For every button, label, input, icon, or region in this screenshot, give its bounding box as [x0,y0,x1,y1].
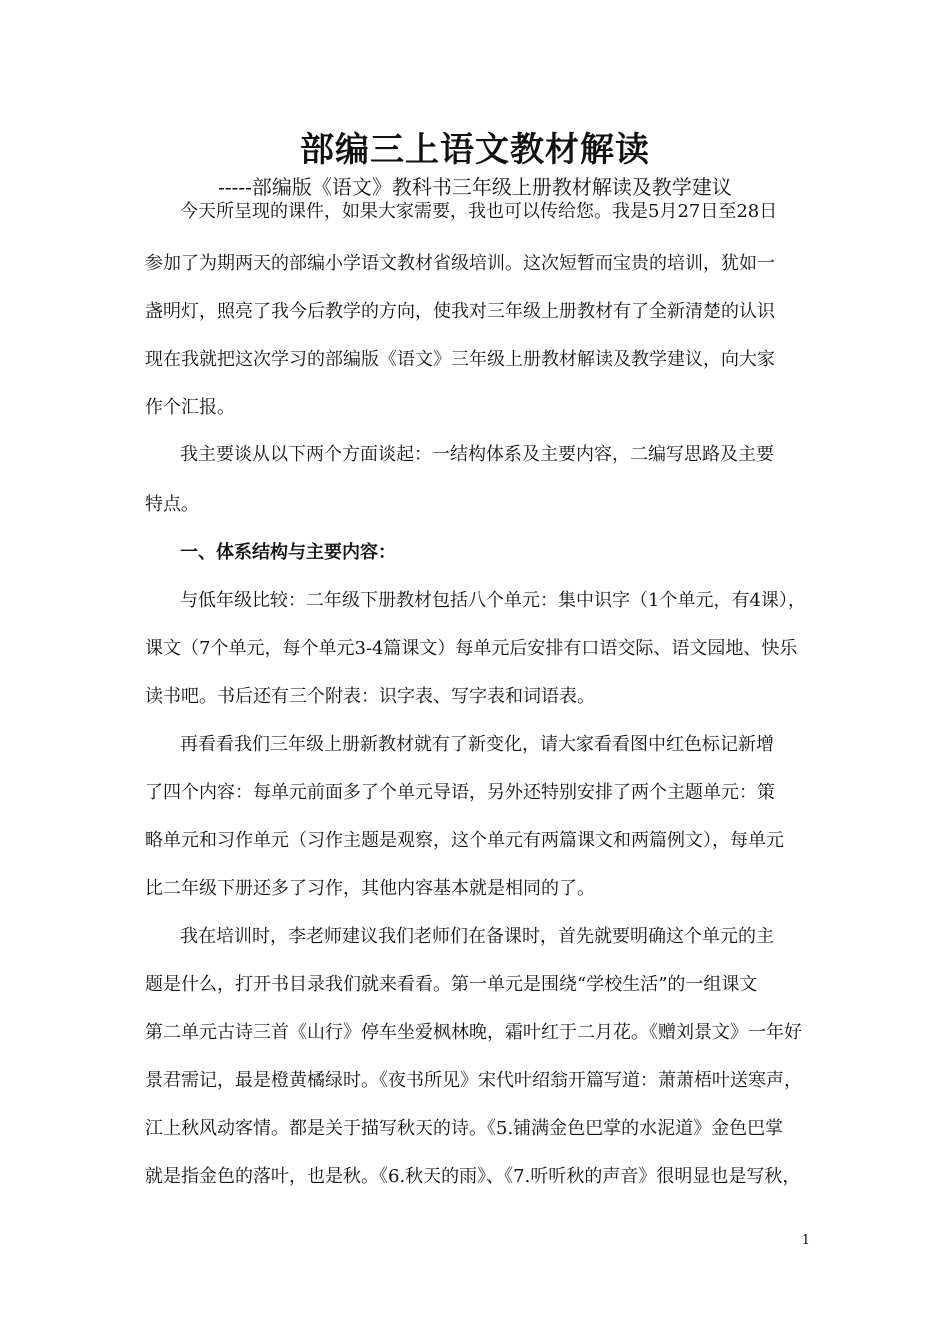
text-line: 第二单元古诗三首《山行》停车坐爱枫林晚，霜叶红于二月花。《赠刘景文》一年好 [145,1022,802,1043]
text-line: 我在培训时，李老师建议我们老师们在备课时，首先就要明确这个单元的主 [180,926,774,947]
text-line: 今天所呈现的课件，如果大家需要，我也可以传给您。我是5月27日至28日 [180,201,778,222]
text-line: 江上秋风动客情。都是关于描写秋天的诗。《5.铺满金色巴掌的水泥道》金色巴掌 [145,1118,784,1139]
text-line: 作个汇报。 [145,397,235,418]
text-line: 我主要谈从以下两个方面谈起：一结构体系及主要内容，二编写思路及主要 [180,444,774,465]
text-line: 盏明灯，照亮了我今后教学的方向，使我对三年级上册教材有了全新清楚的认识 [145,301,775,322]
section-heading: 一、体系结构与主要内容： [180,542,396,563]
text-line: 与低年级比较：二年级下册教材包括八个单元：集中识字（1个单元，有4课）， [180,590,806,611]
text-line: 了四个内容：每单元前面多了个单元导语，另外还特别安排了两个主题单元：策 [145,782,775,803]
text-line: 就是指金色的落叶，也是秋。《6.秋天的雨》、《7.听听秋的声音》很明显也是写秋， [145,1166,801,1187]
text-line: 读书吧。书后还有三个附表：识字表、写字表和词语表。 [145,686,595,707]
document-title: 部编三上语文教材解读 [300,130,650,170]
text-line: 课文（7个单元，每个单元3-4篇课文）每单元后安排有口语交际、语文园地、快乐 [145,638,798,659]
text-line: 略单元和习作单元（习作主题是观察，这个单元有两篇课文和两篇例文），每单元 [145,830,784,851]
text-line: 景君需记，最是橙黄橘绿时。《夜书所见》宋代叶绍翁开篇写道：萧萧梧叶送寒声， [145,1070,802,1091]
text-line: 参加了为期两天的部编小学语文教材省级培训。这次短暂而宝贵的培训，犹如一 [145,253,775,274]
page-number: 1 [801,1233,810,1248]
text-line: 特点。 [145,494,199,515]
text-line: 题是什么，打开书目录我们就来看看。第一单元是围绕“学校生活”的一组课文 [145,974,758,995]
document-subtitle: -----部编版《语文》教科书三年级上册教材解读及教学建议 [218,175,732,199]
text-line: 现在我就把这次学习的部编版《语文》三年级上册教材解读及教学建议，向大家 [145,349,775,370]
text-line: 再看看我们三年级上册新教材就有了新变化，请大家看看图中红色标记新增 [180,734,774,755]
text-line: 比二年级下册还多了习作，其他内容基本就是相同的了。 [145,878,595,899]
